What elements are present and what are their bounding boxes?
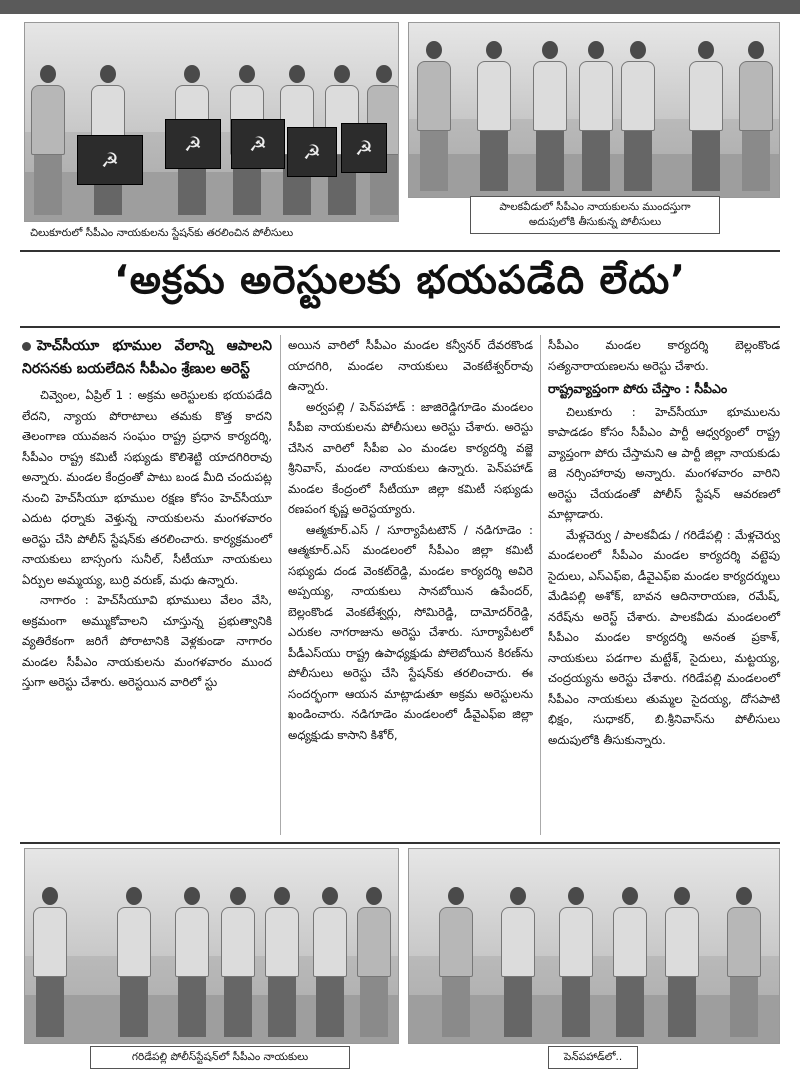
cpm-flag: ☭ (77, 135, 143, 185)
article-paragraph: చిలుకూరు : హెచ్‌సీయూ భూములను కాపాడడం కోసం సీపీఎం పార్టీ ఆధ్వర్యంలో రాష్ట్ర వ్యాప్తంగా పోరు చేస్తామని ఆ పార్టీ జిల్లా నాయకుడు జె నర్సింహారావు అన్నారు. మంగళవారం వారిని అరెస్టు చేయడంతో పోలీస్ స్టేషన్ ఆవరణలో మాట్లాడారు. (548, 404, 780, 521)
article-paragraph: అర్వపల్లి / పెన్‌పహాడ్ : జాజిరెడ్డిగూడెం మండలం సీపీఐ నాయకులను పోలీసులు అరెస్టు చేశారు. అరెస్టు చేసిన వారిలో సీపీఐ ఎం మండల కార్యదర్శి వజ్జె శ్రీనివాస్, మండల నాయకులు ఉన్నారు. పెన్‌పహాడ్ మండల కేంద్రంలో సీటీయూ జిల్లా కమిటీ సభ్యుడు రణపంగ కృష్ణ అరెస్టయ్యారు. (288, 399, 533, 516)
cpm-flag: ☭ (287, 127, 337, 177)
cpm-flag: ☭ (165, 119, 221, 169)
photo-caption: గరిడేపల్లి పోలీస్‌స్టేషన్‌లో సీపీఎం నాయకులు (90, 1046, 350, 1069)
article-column-1 (22, 335, 272, 693)
cpm-flag: ☭ (231, 119, 285, 169)
photo-caption: పెన్‌పహాడ్‌లో.. (548, 1046, 638, 1069)
photo-caption: పాలకవీడులో సీపీఎం నాయకులను ముందస్తుగా అదుపులోకి తీసుకున్న పోలీసులు (470, 196, 720, 234)
article-paragraph: మేళ్లచెర్వు / పాలకవీడు / గరిడేపల్లి : మేళ్లచెర్వు మండలంలో సీపీఎం మండల కార్యదర్శి వట్టెపు సైదులు, ఎస్ఎఫ్‌ఐ, డీవైఎఫ్‌ఐ మండల కార్యదర్శులు మేడిపల్లి అశోక్, బావన ఆదినారాయణ, రమేష్, నరేష్‌ను అరెస్ట్ చేశారు. పాలకవీడు మండలంలో సీపీఎం మండల కార్యదర్శి అనంత ప్రకాశ్, నాయకులు పడగాల మట్టేశ్, సైదులు, మట్టయ్య, చంద్రయ్యను అరెస్టు చేశారు. గరిడేపల్లి మండలంలో సీపీఎం నాయకులు తుమ్మల సైదయ్య, దోసపాటి భిక్షం, సుధాకర్, బి.శ్రీనివాస్‌ను పోలీసులు అదుపులోకి తీసుకున్నారు. (548, 527, 780, 747)
article-paragraph: ఆత్మకూర్.ఎస్ / సూర్యాపేటటౌన్ / నడిగూడెం : ఆత్మకూర్.ఎస్ మండలంలో సీపీఎం జిల్లా కమిటీ సభ్యుడు దండ వెంకట్‌రెడ్డి, మండల కార్యదర్శి అవిరె అప్పయ్య, నాయకులు సానబోయిన ఉపేందర్, బెల్లంకొండ వెంకటేశ్వర్లు, సోమిరెడ్డి, దామోదర్‌రెడ్డి, ఎరుకల నాగరాజును అరెస్టు చేశారు. సూర్యాపేటలో పీడీఎస్‌యు రాష్ట్ర ఉపాధ్యక్షుడు పోలెబోయిన కిరణ్‌ను పోలీసులు అరెస్టు చేసి స్టేషన్‌కు తరలించారు. ఈ సందర్భంగా ఆయన మాట్లాడుతూ అక్రమ అరెస్టులను ఖండించారు. నడిగూడెం మండలంలో డీవైఎఫ్‌ఐ జిల్లా అధ్యక్షుడు కాసాని కిశోర్, (288, 522, 533, 742)
photo-chilukur-arrest (24, 22, 399, 222)
divider (20, 250, 780, 252)
column-divider (540, 335, 541, 835)
article-paragraph: సీపీఎం మండల కార్యదర్శి బెల్లంకొండ సత్యనారాయణలను అరెస్టు చేశారు. (548, 338, 780, 373)
divider (20, 326, 780, 328)
article-kicker: హెచ్‌సీయూ భూముల వేలాన్ని ఆపాలని నిరసనకు బయలేదిన సీపీఎం శ్రేణుల అరెస్ట్ (22, 338, 272, 377)
article-paragraph: నాగారం : హెచ్‌సీయూవి భూములు వేలం వేసి, అక్రమంగా అమ్ముకోవాలని చూస్తున్న ప్రభుత్వానికి వ్యతిరేకంగా జరిగే పోరాటానికి వెళ్లకుండా నాగారం మండల సీపీఎం నాయకులను మంగళవారం ముంద స్తుగా అరెస్టు చేశారు. అరెస్టయిన వారిలో స్టు (22, 593, 272, 689)
headline: ‘అక్రమ అరెస్టులకు భయపడేది లేదు’ (113, 258, 687, 303)
article-subhead: రాష్ట్రవ్యాప్తంగా పోరు చేస్తాం : సీపీఎం (548, 381, 728, 396)
article-column-2 (288, 335, 533, 745)
divider (20, 842, 780, 844)
photo-palakaveedu-arrest (408, 22, 780, 198)
photo-penpahad (408, 848, 780, 1044)
article-paragraph: చివ్వెంల, ఏప్రిల్ 1 : అక్రమ అరెస్టులకు భయపడేది లేదని, న్యాయ పోరాటాలు తమకు కొత్త కాదని తెలంగాణ యువజన సంఘం రాష్ట్ర ప్రధాన కార్యదర్శి, సీపీఎం రాష్ట్ర కమిటీ సభ్యుడు కొలిశెట్టి యాదగిరిరావు అన్నారు. మండల కేంద్రంతో పాటు బండ మీది చందుపట్ల నుంచి హెచ్‌సీయూ భూముల రక్షణ కోసం హెచ్‌సీయూ ఎదుట ధర్నాకు వెళ్తున్న నాయకులను మంగళవారం అరెస్టు చేసి పోలీస్ స్టేషన్‌కు తరలించారు. కార్యక్రమంలో నాయకులు బాస్సంగు సునీల్, సీటీయూ నాయకులు ఏర్పుల అమ్మయ్య, బుర్రి వరుణ్, మధు ఉన్నారు. (22, 388, 272, 587)
photo-caption: చిలుకూరులో సీపీఎం నాయకులను స్టేషన్‌కు తరలించిన పోలీసులు (30, 227, 294, 239)
top-bar (0, 0, 800, 14)
photo-garidepalli-station (24, 848, 399, 1044)
bullet-icon (22, 342, 31, 351)
column-divider (280, 335, 281, 835)
article-paragraph: అయిన వారిలో సీపీఎం మండల కన్వీనర్ దేవరకొండ యాదగిరి, మండల నాయకులు వెంకటేశ్వర్‌రావు ఉన్నారు. (288, 338, 533, 393)
cpm-flag: ☭ (341, 123, 387, 173)
article-column-3 (548, 335, 780, 750)
